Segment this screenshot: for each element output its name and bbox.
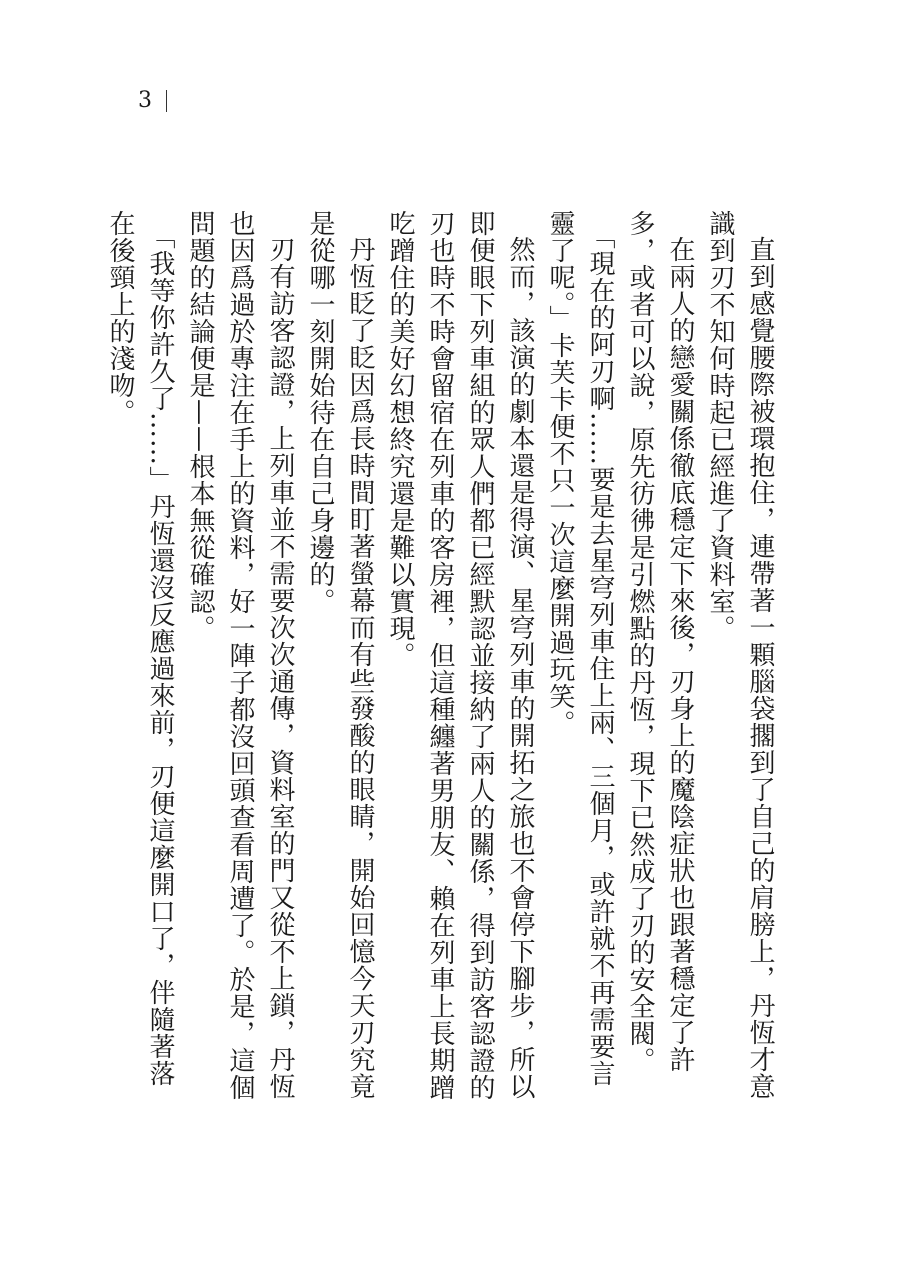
paragraph: 丹恆眨了眨因爲長時間盯著螢幕而有些發酸的眼睛，開始回憶今天刃究竟是從哪一刻開始待在自己身邊的。 (305, 210, 375, 1100)
vertical-text-body (105, 210, 780, 1110)
paragraph: 刃有訪客認證，上列車並不需要次次通傳，資料室的門又從不上鎖，丹恆也因爲過於專注在手上的資料，好一陣子都沒回頭查看周遭了。於是，這個問題的結論便是——根本無從確認。 (185, 210, 295, 1101)
page-header (138, 86, 167, 116)
paragraph: 「我等你許久了……」丹恆還沒反應過來前，刃便這麼開口了，伴隨著落在後頸上的淺吻。 (105, 210, 175, 1087)
paragraph: 「現在的阿刃啊……要是去星穹列車住上兩、三個月，或許就不再需要言靈了呢。」卡芙卡便不只一次這麼開過玩笑。 (545, 210, 615, 1087)
header-divider (166, 90, 167, 112)
paragraph: 直到感覺腰際被環抱住，連帶著一顆腦袋擱到了自己的肩膀上，丹恆才意識到刃不知何時起已經進了資料室。 (705, 210, 775, 1100)
page-number: 3 (138, 88, 152, 113)
paragraph: 然而，該演的劇本還是得演、星穹列車的開拓之旅也不會停下腳步，所以即便眼下列車組的眾人們都已經默認並接納了兩人的關係，得到訪客認證的刃也時不時會留宿在列車的客房裡，但這種纏著男朋友、賴在列車上長期蹭吃蹭住的美好幻想終究還是難以實現。 (385, 210, 535, 1101)
paragraph: 在兩人的戀愛關係徹底穩定下來後，刃身上的魔陰症狀也跟著穩定了許多，或者可以說，原先彷彿是引燃點的丹恆，現下已然成了刃的安全閥。 (625, 210, 695, 1074)
